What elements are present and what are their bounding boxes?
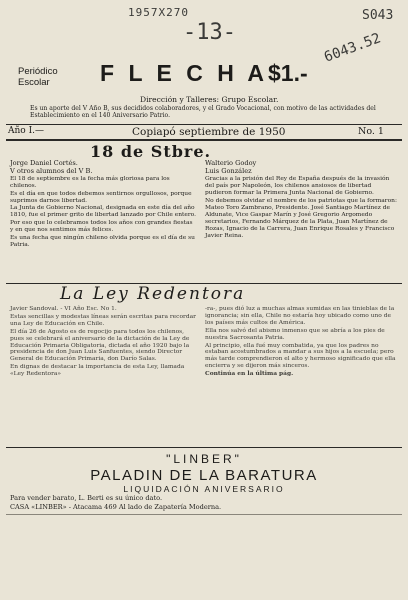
ad-line-1: LIQUIDACIÓN ANIVERSARIO	[123, 484, 285, 494]
paragraph: Gracias a la prisión del Rey de España después de la invasión del país por Napoleón, los chilenos ansiosos de libertad pudieron formar la Primera Junta Nacional de Gobierno.	[205, 175, 390, 196]
author-line: V otros alumnos del V B.	[10, 166, 93, 175]
paragraph: La Junta de Gobierno Nacional, designada en este día del año 1810, fue el primer grito de libertad lanzado por Chile entero.	[10, 205, 196, 219]
paragraph: Ella nos salvó del abismo inmenso que se abría a los pies de nuestra Sacrosanta Patria.	[205, 327, 385, 341]
paragraph: Por eso que lo celebramos todos los años con grandes fiestas y en que nos sentimos más felices.	[10, 220, 193, 234]
author-line: Jorge Daniel Cortés.	[10, 159, 78, 167]
masthead-price: $1.-	[268, 60, 308, 86]
ad-slogan: PALADIN DE LA BARATURA	[90, 467, 318, 484]
handwritten-page-number: -13-	[183, 20, 236, 45]
author-line: Javier Sandoval. - VI Año Esc. No 1.	[10, 306, 117, 312]
ley-right-column	[205, 306, 399, 379]
paragraph: El día 26 de Agosto es de regocijo para todos los chilenos, pues se celebrará el aniversario de la dictación de la Ley de Educación Primaria Obligatoria, dictada el año 1920 bajo la presidencia de don Juan Luis Sanfuentes, siendo Director General de Educación Primaria, don Darío Salas.	[10, 328, 190, 363]
masthead-title: F L E C H A	[100, 60, 268, 86]
handwritten-code-right-2: 6043.52	[322, 30, 383, 66]
paragraph: -ra-, pues dió luz a muchas almas sumidas en las tinieblas de la ignorancia; sin ella, Chile no estaría hoy ubicado como uno de los países más cultos de América.	[205, 306, 395, 326]
masthead-subtitle	[18, 66, 58, 88]
paragraph: Al principio, ella fué muy combatida, ya que los padres no estaban acostumbrados a mandar a sus hijos a la escuela; pero más tarde comprendieron el alto y hermoso significado que ella encierra y se dijeron más sinceros.	[205, 342, 396, 370]
sept-left-column	[10, 160, 196, 250]
subtitle-line-2: Escolar	[18, 77, 50, 88]
paragraph: Continúa en la última pág.	[205, 370, 294, 378]
section-heading-sept: 18 de Stbre.	[90, 142, 212, 161]
masthead-direction: Dirección y Talleres: Grupo Escolar.	[140, 95, 279, 104]
ad-line-3: CASA «LINBER» - Atacama 469 Al lado de Zapatería Moderna.	[10, 503, 222, 511]
section-heading-ley: La Ley Redentora	[60, 284, 246, 304]
ad-name: "LINBER"	[166, 452, 242, 466]
sept-right-column	[205, 160, 399, 241]
paragraph: En dignas de destacar la importancia de esta Ley, llamada «Ley Redentora»	[10, 364, 185, 378]
paragraph: No debemos olvidar el nombre de los patriotas que la formaron:	[205, 197, 397, 204]
subtitle-line-1: Periódico	[18, 66, 58, 77]
paragraph: Estas sencillas y modestas líneas serán escritas para recordar una Ley de Educación en Chile.	[10, 313, 196, 327]
paragraph: Es una fecha que ningún chileno olvida porque es el día de su Patria.	[10, 235, 195, 248]
ad-line-2: Para vender barato, L. Berti es su único dato.	[10, 494, 163, 502]
ley-left-column	[10, 306, 196, 379]
paragraph: Es el día en que todos debemos sentirnos orgullosos, porque suprimos darnos libertad.	[10, 190, 192, 204]
author-line: Luis González	[205, 166, 252, 175]
paragraph: El 18 de septiembre es la fecha más gloriosa para los chilenos.	[10, 175, 170, 189]
masthead-blurb: Es un aporte del V Año B, sus decididos colaboradores, y el Grado Vocacional, con motivo de las actividades del Establecimiento en el 140 Aniversario Patrio.	[30, 105, 376, 120]
masthead-date: Copiapó septiembre de 1950	[132, 126, 286, 138]
paragraph: Mateo Toro Zambrano, Presidente. José Santiago Martínez de Aldunate, Vice Gaspar Marín y José Gregorio Argomedo secretarios, Fernando Márquez de la Plata, Juan Martínez de Rozas, Ignacio de la Carrera, Juan Enrique Rosales y Francisco Javier Reina.	[205, 205, 395, 240]
author-line: Walterio Godoy	[205, 159, 257, 167]
handwritten-code-right-1: S043	[362, 8, 394, 23]
masthead-issue: No. 1	[358, 126, 384, 137]
masthead-year: Año I.—	[8, 126, 44, 136]
handwritten-code-top: 1957X270	[128, 6, 189, 19]
